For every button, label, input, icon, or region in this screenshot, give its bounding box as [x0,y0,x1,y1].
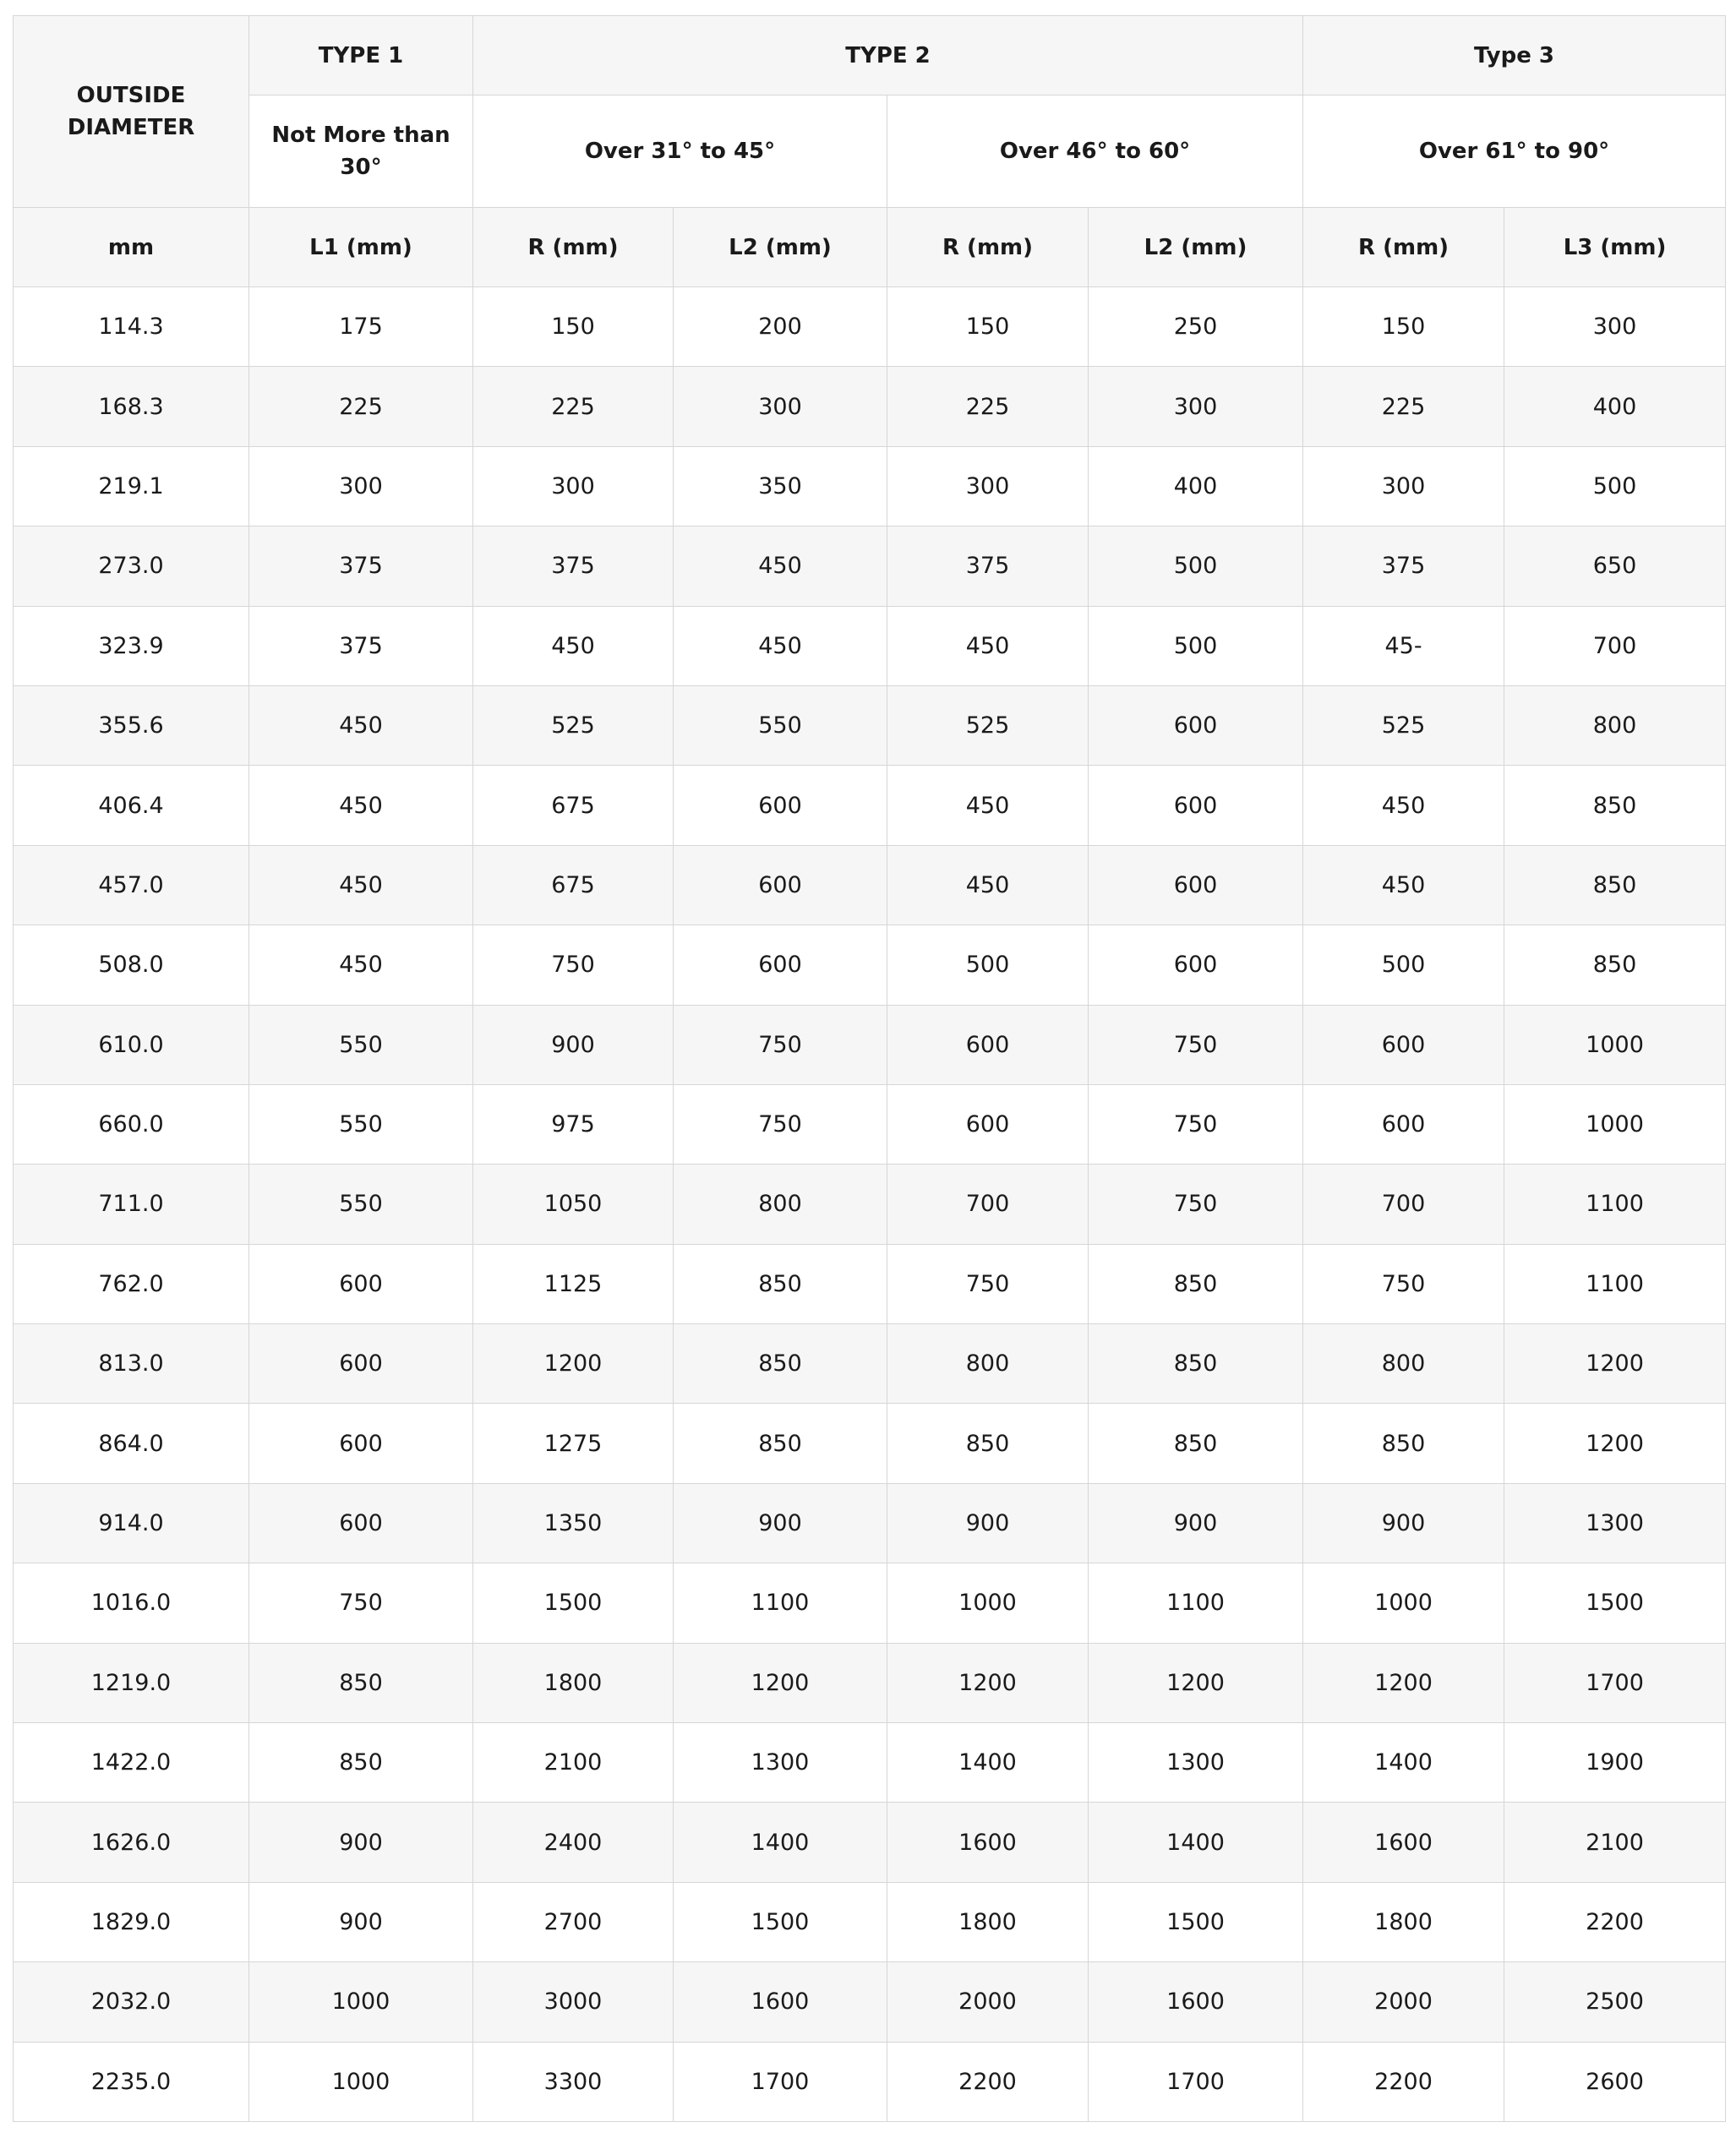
table-cell: 600 [249,1483,473,1563]
table-cell: 900 [249,1882,473,1961]
table-cell: 150 [1303,287,1504,367]
table-cell: 1000 [887,1563,1089,1643]
table-cell: 200 [674,287,887,367]
table-cell: 1400 [674,1803,887,1882]
table-cell: 750 [249,1563,473,1643]
table-cell: 600 [1089,845,1303,925]
table-cell: 525 [1303,685,1504,765]
table-cell: 850 [1089,1404,1303,1483]
table-cell: 400 [1504,367,1726,446]
table-cell: 650 [1504,526,1726,606]
table-cell: 3000 [473,1962,674,2042]
table-cell: 762.0 [14,1244,249,1323]
table-cell: 2700 [473,1882,674,1961]
unit-header: L3 (mm) [1504,208,1726,287]
table-cell: 300 [1303,446,1504,526]
header-type2-angle-31-45: Over 31° to 45° [473,95,887,208]
table-cell: 850 [249,1643,473,1722]
table-cell: 3300 [473,2042,674,2121]
table-cell: 1200 [887,1643,1089,1722]
table-cell: 975 [473,1084,674,1164]
table-cell: 1600 [674,1962,887,2042]
table-body [14,287,1726,2122]
table-cell: 675 [473,766,674,845]
table-cell: 864.0 [14,1404,249,1483]
table-cell: 1600 [887,1803,1089,1882]
table-cell: 660.0 [14,1084,249,1164]
table-cell: 525 [887,685,1089,765]
table-cell: 375 [887,526,1089,606]
table-cell: 500 [1303,925,1504,1005]
header-type1-angle: Not More than 30° [249,95,473,208]
table-cell: 600 [1303,1084,1504,1164]
table-cell: 2200 [887,2042,1089,2121]
table-cell: 1700 [674,2042,887,2121]
table-cell: 711.0 [14,1165,249,1244]
header-type2-angle-46-60: Over 46° to 60° [887,95,1303,208]
table-cell: 850 [674,1404,887,1483]
table-cell: 375 [249,606,473,685]
table-cell: 850 [1504,845,1726,925]
table-row [14,1483,1726,1563]
table-cell: 600 [887,1084,1089,1164]
table-cell: 300 [249,446,473,526]
table-row [14,606,1726,685]
table-cell: 250 [1089,287,1303,367]
table-cell: 2200 [1303,2042,1504,2121]
table-row [14,1962,1726,2042]
table-cell: 900 [249,1803,473,1882]
unit-header: L2 (mm) [674,208,887,287]
header-outside-diameter: OUTSIDE DIAMETER [14,16,249,208]
table-cell: 225 [887,367,1089,446]
table-cell: 900 [1089,1483,1303,1563]
table-cell: 850 [1504,925,1726,1005]
table-cell: 1016.0 [14,1563,249,1643]
table-cell: 508.0 [14,925,249,1005]
table-cell: 375 [473,526,674,606]
table-cell: 450 [249,925,473,1005]
table-cell: 225 [473,367,674,446]
table-row [14,1723,1726,1803]
table-cell: 1100 [674,1563,887,1643]
header-type2: TYPE 2 [473,16,1303,95]
header-type1: TYPE 1 [249,16,473,95]
table-cell: 2200 [1504,1882,1726,1961]
table-cell: 1275 [473,1404,674,1483]
table-cell: 1050 [473,1165,674,1244]
table-cell: 900 [674,1483,887,1563]
table-cell: 1626.0 [14,1803,249,1882]
table-cell: 2032.0 [14,1962,249,2042]
table-cell: 600 [249,1244,473,1323]
table-cell: 1200 [1504,1324,1726,1404]
header-type3-angle: Over 61° to 90° [1303,95,1726,208]
unit-header: L1 (mm) [249,208,473,287]
table-cell: 850 [1504,766,1726,845]
table-cell: 600 [1089,925,1303,1005]
table-cell: 600 [1303,1005,1504,1084]
table-cell: 800 [1504,685,1726,765]
table-cell: 500 [1504,446,1726,526]
table-cell: 1900 [1504,1723,1726,1803]
table-cell: 450 [887,766,1089,845]
table-cell: 850 [249,1723,473,1803]
table-cell: 550 [249,1084,473,1164]
table-cell: 175 [249,287,473,367]
table-cell: 2000 [1303,1962,1504,2042]
pipe-bend-dimensions-table [13,15,1726,2122]
table-cell: 700 [1504,606,1726,685]
table-cell: 300 [887,446,1089,526]
table-cell: 406.4 [14,766,249,845]
table-cell: 1600 [1089,1962,1303,2042]
table-cell: 1500 [473,1563,674,1643]
table-cell: 1422.0 [14,1723,249,1803]
table-row [14,685,1726,765]
table-cell: 2100 [473,1723,674,1803]
table-cell: 1600 [1303,1803,1504,1882]
table-cell: 1800 [887,1882,1089,1961]
table-cell: 1200 [1089,1643,1303,1722]
table-cell: 2235.0 [14,2042,249,2121]
table-cell: 1800 [473,1643,674,1722]
table-cell: 850 [674,1244,887,1323]
table-cell: 450 [887,845,1089,925]
table-cell: 1000 [1504,1084,1726,1164]
table-cell: 550 [249,1165,473,1244]
table-cell: 750 [674,1005,887,1084]
table-cell: 750 [887,1244,1089,1323]
unit-header: mm [14,208,249,287]
table-cell: 700 [1303,1165,1504,1244]
table-cell: 750 [473,925,674,1005]
table-cell: 600 [674,845,887,925]
table-cell: 1300 [674,1723,887,1803]
table-cell: 1100 [1504,1165,1726,1244]
table-row [14,1165,1726,1244]
table-cell: 1200 [1303,1643,1504,1722]
table-cell: 1300 [1504,1483,1726,1563]
table-cell: 355.6 [14,685,249,765]
table-cell: 1800 [1303,1882,1504,1961]
table-cell: 1125 [473,1244,674,1323]
table-cell: 900 [473,1005,674,1084]
table-cell: 500 [1089,526,1303,606]
table-row [14,845,1726,925]
table-cell: 1100 [1089,1563,1303,1643]
table-cell: 375 [249,526,473,606]
table-cell: 750 [1089,1165,1303,1244]
table-cell: 300 [1089,367,1303,446]
table-cell: 1500 [1089,1882,1303,1961]
table-cell: 168.3 [14,367,249,446]
table-cell: 219.1 [14,446,249,526]
table-cell: 457.0 [14,845,249,925]
table-cell: 900 [887,1483,1089,1563]
table-cell: 1829.0 [14,1882,249,1961]
table-cell: 850 [674,1324,887,1404]
table-cell: 1219.0 [14,1643,249,1722]
unit-header: L2 (mm) [1089,208,1303,287]
table-cell: 300 [1504,287,1726,367]
table-cell: 750 [1303,1244,1504,1323]
table-row [14,1005,1726,1084]
table-cell: 2600 [1504,2042,1726,2121]
table-cell: 500 [887,925,1089,1005]
table-row [14,766,1726,845]
table-cell: 525 [473,685,674,765]
table-cell: 675 [473,845,674,925]
table-cell: 750 [1089,1005,1303,1084]
table-cell: 273.0 [14,526,249,606]
table-row [14,446,1726,526]
table-cell: 450 [674,526,887,606]
table-cell: 750 [674,1084,887,1164]
table-cell: 114.3 [14,287,249,367]
table-cell: 850 [1089,1244,1303,1323]
table-row [14,1563,1726,1643]
table-cell: 1500 [674,1882,887,1961]
table-cell: 550 [249,1005,473,1084]
table-cell: 450 [473,606,674,685]
table-cell: 450 [1303,766,1504,845]
table-cell: 2100 [1504,1803,1726,1882]
table-cell: 1400 [1303,1723,1504,1803]
unit-header: R (mm) [887,208,1089,287]
table-cell: 600 [1089,685,1303,765]
table-row [14,287,1726,367]
table-cell: 1000 [1303,1563,1504,1643]
table-cell: 600 [1089,766,1303,845]
table-row [14,1803,1726,1882]
table-cell: 150 [887,287,1089,367]
table-cell: 1200 [473,1324,674,1404]
table-cell: 600 [249,1404,473,1483]
table-cell: 400 [1089,446,1303,526]
table-cell: 450 [249,685,473,765]
table-row [14,367,1726,446]
table-cell: 800 [674,1165,887,1244]
unit-header: R (mm) [473,208,674,287]
table-cell: 1000 [1504,1005,1726,1084]
table-cell: 800 [887,1324,1089,1404]
table-cell: 800 [1303,1324,1504,1404]
table-row [14,1084,1726,1164]
table-cell: 914.0 [14,1483,249,1563]
table-cell: 600 [674,925,887,1005]
table-cell: 1400 [1089,1803,1303,1882]
table-cell: 850 [1303,1404,1504,1483]
table-row [14,1324,1726,1404]
table-cell: 350 [674,446,887,526]
table-cell: 610.0 [14,1005,249,1084]
table-cell: 323.9 [14,606,249,685]
unit-header: R (mm) [1303,208,1504,287]
table-cell: 450 [887,606,1089,685]
table-cell: 813.0 [14,1324,249,1404]
table-cell: 2500 [1504,1962,1726,2042]
table-cell: 450 [674,606,887,685]
table-cell: 550 [674,685,887,765]
table-cell: 2400 [473,1803,674,1882]
table-cell: 450 [249,766,473,845]
header-type3: Type 3 [1303,16,1726,95]
table-row [14,1882,1726,1961]
table-cell: 300 [473,446,674,526]
table-cell: 450 [1303,845,1504,925]
table-cell: 1500 [1504,1563,1726,1643]
table-cell: 450 [249,845,473,925]
table-cell: 150 [473,287,674,367]
table-cell: 850 [887,1404,1089,1483]
table-cell: 1000 [249,1962,473,2042]
table-cell: 1700 [1504,1643,1726,1722]
table-cell: 300 [674,367,887,446]
table-cell: 1200 [1504,1404,1726,1483]
table-cell: 1100 [1504,1244,1726,1323]
table-cell: 1350 [473,1483,674,1563]
table-cell: 45- [1303,606,1504,685]
table-cell: 1700 [1089,2042,1303,2121]
table-cell: 1300 [1089,1723,1303,1803]
table-cell: 225 [1303,367,1504,446]
table-cell: 500 [1089,606,1303,685]
table-cell: 600 [249,1324,473,1404]
table-cell: 1000 [249,2042,473,2121]
table-row [14,1404,1726,1483]
table-row [14,1643,1726,1722]
table-cell: 1400 [887,1723,1089,1803]
table-cell: 375 [1303,526,1504,606]
table-cell: 600 [674,766,887,845]
table-cell: 900 [1303,1483,1504,1563]
table-cell: 750 [1089,1084,1303,1164]
table-row [14,1244,1726,1323]
table-cell: 225 [249,367,473,446]
table-cell: 850 [1089,1324,1303,1404]
table-row [14,925,1726,1005]
table-cell: 700 [887,1165,1089,1244]
table-cell: 1200 [674,1643,887,1722]
table-row [14,2042,1726,2121]
table-row [14,526,1726,606]
table-cell: 2000 [887,1962,1089,2042]
table-cell: 600 [887,1005,1089,1084]
